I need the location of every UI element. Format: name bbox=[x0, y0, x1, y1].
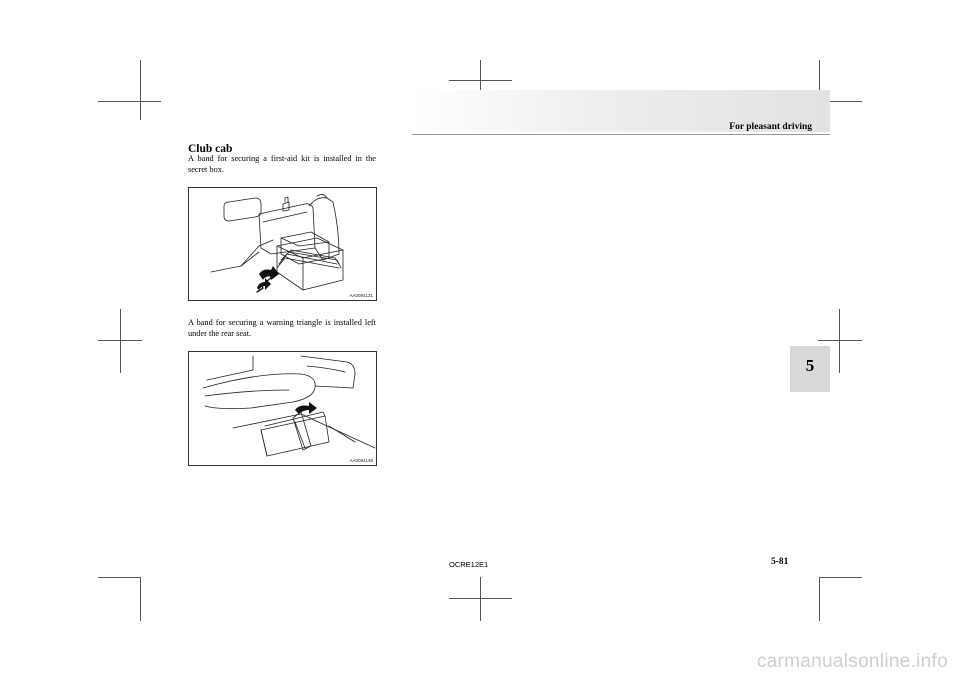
paragraph-warning-triangle: A band for securing a warning triangle is installed left under the rear seat. bbox=[188, 318, 376, 338]
paragraph-first-aid-kit: A band for securing a first-aid kit is installed in the secret box. bbox=[188, 154, 376, 174]
warning-triangle-illustration bbox=[189, 352, 376, 465]
header-title: For pleasant driving bbox=[729, 122, 812, 132]
figure-warning-triangle bbox=[188, 351, 377, 466]
first-aid-kit-illustration bbox=[189, 188, 376, 300]
doc-code: OCRE12E1 bbox=[449, 560, 489, 569]
figure-code: AA0094131 bbox=[349, 293, 373, 298]
header-rule bbox=[412, 134, 830, 135]
watermark: carmanualsonline.info bbox=[756, 651, 948, 672]
figure-code: AA0094146 bbox=[349, 458, 373, 463]
section-title: Club cab bbox=[188, 143, 233, 155]
figure-first-aid-kit bbox=[188, 187, 377, 301]
page-number: 5-81 bbox=[771, 557, 789, 567]
chapter-tab bbox=[790, 346, 830, 392]
chapter-number: 5 bbox=[805, 356, 815, 375]
